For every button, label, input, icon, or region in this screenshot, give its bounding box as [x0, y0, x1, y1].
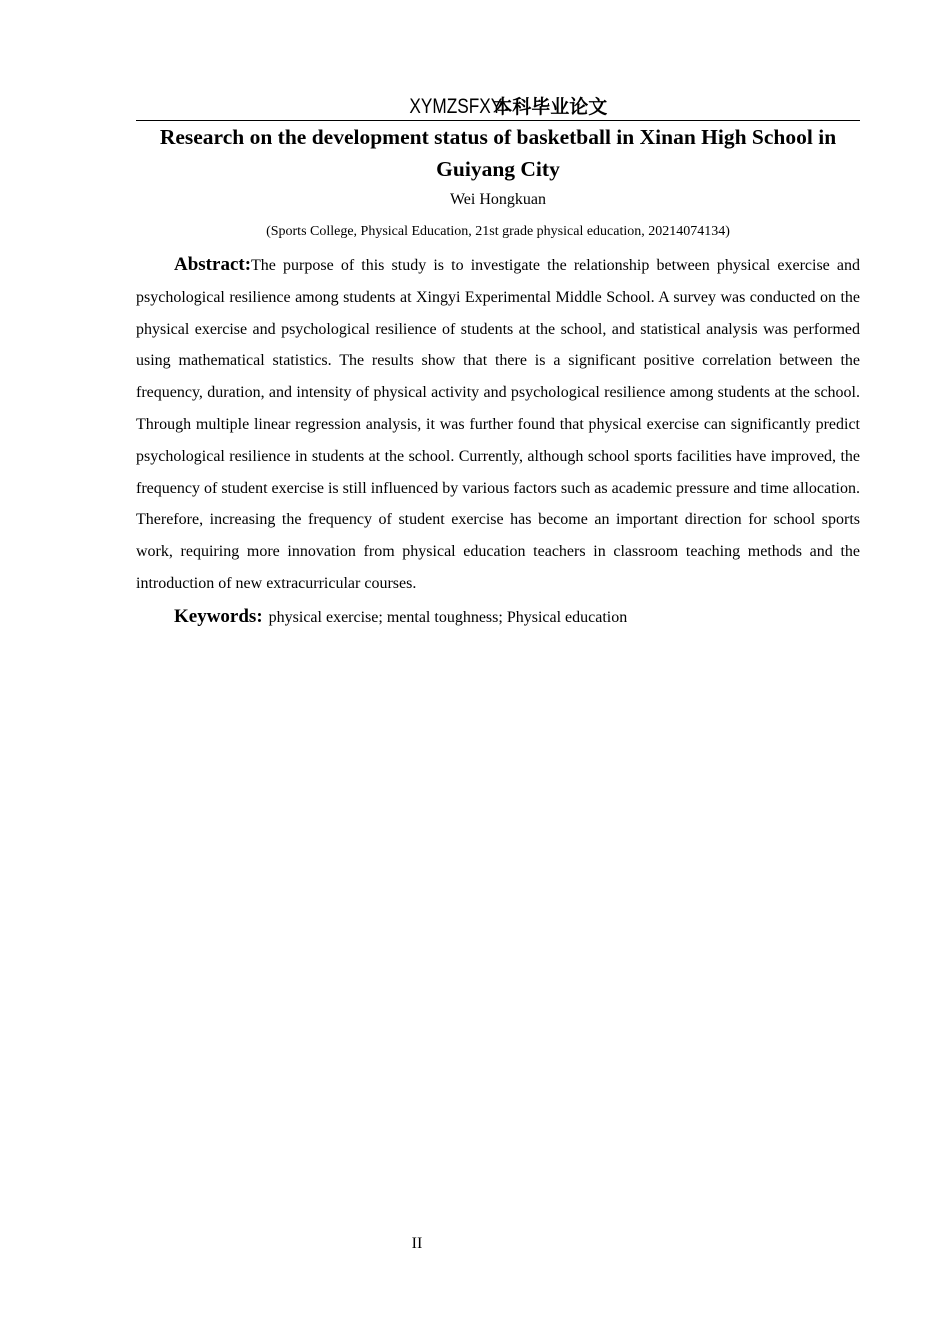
abstract-label: Abstract: [174, 254, 252, 275]
keywords-label: Keywords: [174, 606, 263, 627]
abstract-text: The purpose of this study is to investigate the relationship between physical exercise and psychological resilience among students at Xingyi Experimental Middle School. A survey was conducted on the physical exercise and psychological resilience of students at the school, and statistical analysis was performed using mathematical statistics. The results show that there is a significant positive correlation between the frequency, duration, and intensity of physical activity and psychological resilience among students at the school. Through multiple linear regression analysis, it was further found that physical exercise can significantly predict psychological resilience in students at the school. Currently, although school sports facilities have improved, the frequency of student exercise is still influenced by various factors such as academic pressure and time allocation. Therefore, increasing the frequency of student exercise has become an important direction for school sports work, requiring more innovation from physical education teachers in classroom teaching methods and the introduction of new extracurricular courses. [136, 257, 860, 592]
abstract-paragraph [136, 249, 860, 600]
keywords-text: physical exercise; mental toughness; Physical education [268, 609, 628, 626]
running-header [136, 92, 860, 121]
author-affiliation: (Sports College, Physical Education, 21st grade physical education, 20214074134) [266, 224, 730, 239]
running-header-code: XYMZSFXY [409, 95, 502, 118]
author-name: Wei Hongkuan [449, 191, 547, 208]
running-header-title: 本科毕业论文 [493, 96, 608, 118]
page-number: II [411, 1235, 423, 1252]
keywords-paragraph [136, 601, 860, 633]
paper-title: Research on the development status of basketball in Xinan High School in Guiyang City [159, 125, 837, 181]
